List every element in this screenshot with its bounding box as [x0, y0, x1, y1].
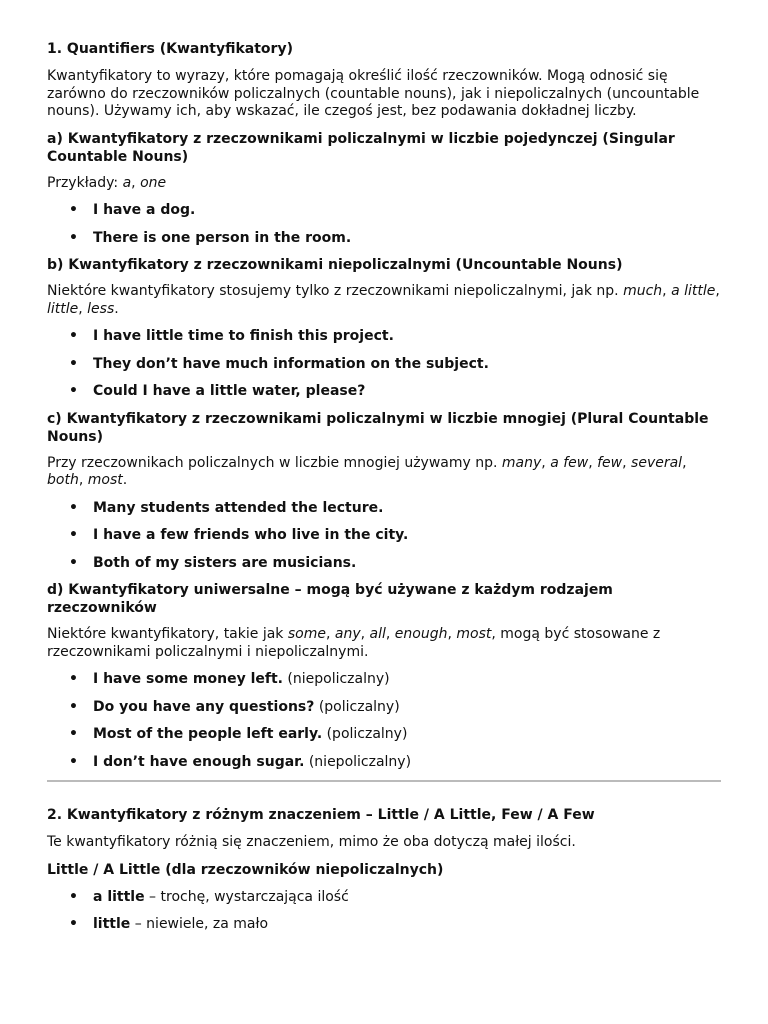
section-2-list — [47, 888, 721, 934]
subsection-d-list — [47, 670, 721, 771]
subsection-a-list — [47, 201, 721, 247]
list-item: • a little – trochę, wystarczająca ilość — [47, 888, 721, 906]
list-item: • Many students attended the lecture. — [47, 499, 721, 517]
subsection-d-heading: d) Kwantyfikatory uniwersalne – mogą być używane z każdym rodzajem rzeczowników — [47, 582, 613, 616]
subsection-a-examples: Przykłady: a, one — [47, 174, 167, 191]
section-2-intro: Te kwantyfikatory różnią się znaczeniem, mimo że oba dotyczą małej ilości. — [47, 834, 576, 850]
list-item: • I have little time to finish this project. — [47, 327, 721, 345]
list-item: • little – niewiele, za mało — [47, 915, 721, 933]
section-2-subheading: Little / A Little (dla rzeczowników niepoliczalnych) — [47, 861, 444, 878]
section-2-title: 2. Kwantyfikatory z różnym znaczeniem – Little / A Little, Few / A Few — [47, 807, 595, 823]
section-1-intro: Kwantyfikatory to wyrazy, które pomagają określić ilość rzeczowników. Mogą odnosić się zarówno do rzeczowników policzalnych (countable nouns), jak i niepoliczalnych (uncountable nouns). Używamy ich, aby wskazać, ile czegoś jest, bez podawania dokładnej liczby. — [47, 68, 700, 119]
list-item: • They don’t have much information on the subject. — [47, 355, 721, 373]
subsection-c-text: Przy rzeczownikach policzalnych w liczbie mnogiej używamy np. many, a few, few, several, both, most. — [47, 454, 687, 488]
subsection-c-list — [47, 499, 721, 572]
section-divider — [47, 780, 721, 782]
list-item: • Could I have a little water, please? — [47, 382, 721, 400]
list-item: • I have some money left. (niepoliczalny) — [47, 670, 721, 688]
list-item: • Do you have any questions? (policzalny) — [47, 698, 721, 716]
subsection-c-heading: c) Kwantyfikatory z rzeczownikami policzalnymi w liczbie mnogiej (Plural Countable Nouns) — [47, 410, 709, 445]
section-1-title: 1. Quantifiers (Kwantyfikatory) — [47, 41, 293, 57]
list-item: • Both of my sisters are musicians. — [47, 554, 721, 572]
subsection-b-list — [47, 327, 721, 400]
list-item: • I have a few friends who live in the city. — [47, 526, 721, 544]
subsection-a-heading: a) Kwantyfikatory z rzeczownikami policzalnymi w liczbie pojedynczej (Singular Countable Nouns) — [47, 130, 675, 165]
subsection-d-text: Niektóre kwantyfikatory, takie jak some, any, all, enough, most, mogą być stosowane z rzeczownikami policzalnymi i niepoliczalnymi. — [47, 626, 661, 660]
list-item: • Most of the people left early. (policzalny) — [47, 725, 721, 743]
subsection-b-heading: b) Kwantyfikatory z rzeczownikami niepoliczalnymi (Uncountable Nouns) — [47, 257, 623, 273]
list-item: • I have a dog. — [47, 201, 721, 219]
subsection-b-text: Niektóre kwantyfikatory stosujemy tylko z rzeczownikami niepoliczalnymi, jak np. much, a little, little, less. — [47, 283, 720, 317]
list-item: • There is one person in the room. — [47, 229, 721, 247]
list-item: • I don’t have enough sugar. (niepoliczalny) — [47, 753, 721, 771]
